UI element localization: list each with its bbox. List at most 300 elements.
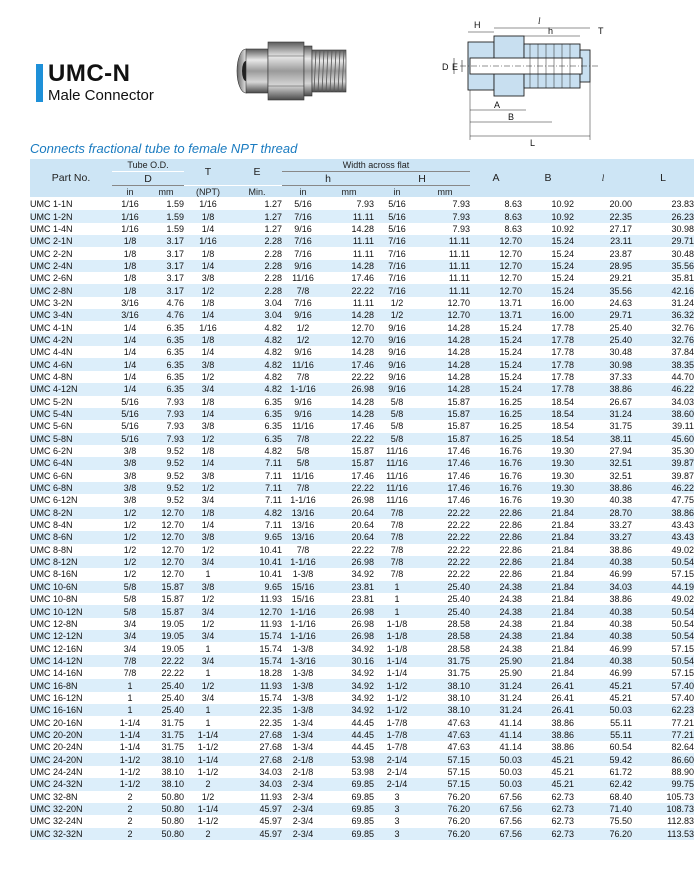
- cell-dim-l: 33.27: [609, 520, 633, 531]
- cell-dim-l: 55.11: [610, 717, 633, 728]
- cell-dim-l: 28.70: [574, 507, 632, 519]
- cell-dim-l: 25.40: [609, 322, 633, 333]
- cell-h-mm: 26.98: [351, 495, 374, 506]
- cell-tube-od-in: 1/4: [112, 358, 148, 370]
- cell-part-no: UMC 10-6N: [30, 581, 112, 593]
- cell-tube-od-in: 3/8: [123, 446, 137, 457]
- cell-dim-L: 39.87: [671, 470, 695, 481]
- cell-h-mm: 34.92: [324, 679, 374, 691]
- cell-thread-npt: 1/4: [184, 260, 232, 272]
- cell-hh-in: 1-7/8: [374, 729, 420, 741]
- cell-tube-od-mm: 9.52: [166, 446, 184, 457]
- cell-dim-b: 17.78: [551, 371, 575, 382]
- cell-part-no: UMC 5-2N: [30, 396, 73, 407]
- cell-dim-l: 38.86: [609, 594, 633, 605]
- cell-e-min: 6.35: [264, 396, 282, 407]
- cell-part-no: UMC 8-12N: [30, 556, 112, 568]
- table-row: [30, 655, 694, 667]
- cell-thread-npt: 1: [205, 717, 211, 728]
- cell-tube-od-in: 1-1/2: [119, 766, 141, 777]
- cell-e-min: 45.97: [232, 803, 282, 815]
- cell-dim-b: 62.73: [522, 803, 574, 815]
- cell-h-in: 13/16: [282, 507, 324, 519]
- cell-dim-l: 30.48: [609, 347, 633, 358]
- cell-dim-l: 29.21: [609, 273, 633, 284]
- table-row: [30, 371, 694, 383]
- cell-tube-od-mm: 25.40: [148, 679, 184, 691]
- cell-thread-npt: 1-1/4: [184, 729, 232, 741]
- cell-hh-in: 7/8: [374, 531, 420, 543]
- cell-tube-od-mm: 9.52: [166, 495, 184, 506]
- table-row: [30, 210, 694, 222]
- cell-dim-l: 23.11: [574, 235, 632, 247]
- cell-tube-od-mm: 7.93: [148, 408, 184, 420]
- cell-tube-od-in: 1: [112, 679, 148, 691]
- cell-tube-od-mm: 3.17: [148, 260, 184, 272]
- cell-dim-L: 46.22: [632, 383, 694, 395]
- cell-h-in: 1-1/16: [282, 383, 324, 395]
- cell-tube-od-in: 1/4: [123, 322, 137, 333]
- header-hh-in: in: [374, 186, 420, 198]
- cell-dim-a: 13.71: [470, 309, 522, 321]
- cell-hh-in: 1-1/4: [374, 655, 420, 667]
- product-subtitle: Male Connector: [48, 87, 154, 104]
- diagram-label-D: D: [442, 62, 449, 72]
- cell-thread-npt: 1/4: [201, 520, 215, 531]
- cell-dim-L: 34.03: [671, 396, 695, 407]
- cell-h-in: 2-3/4: [282, 828, 324, 840]
- cell-dim-l: 29.71: [574, 309, 632, 321]
- cell-tube-od-in: 5/8: [123, 594, 137, 605]
- cell-h-in: 2-3/4: [282, 778, 324, 790]
- cell-h-mm: 53.98: [324, 753, 374, 765]
- cell-hh-in: 7/16: [374, 235, 420, 247]
- header-d-mm: mm: [148, 186, 184, 198]
- cell-h-in: 9/16: [282, 408, 324, 420]
- cell-hh-mm: 76.20: [447, 816, 471, 827]
- cell-tube-od-mm: 50.80: [161, 816, 184, 827]
- cell-hh-in: 1-1/2: [374, 679, 420, 691]
- cell-h-in: 11/16: [292, 421, 314, 432]
- cell-e-min: 4.82: [264, 371, 282, 382]
- table-row: [30, 445, 694, 457]
- diagram-label-H: H: [474, 20, 481, 30]
- cell-hh-in: 11/16: [374, 457, 420, 469]
- cell-tube-od-mm: 25.40: [161, 692, 184, 703]
- cell-h-mm: 14.28: [324, 260, 374, 272]
- cell-h-in: 2-3/4: [292, 816, 314, 827]
- cell-tube-od-in: 3/16: [112, 309, 148, 321]
- cell-tube-od-in: 1/2: [112, 556, 148, 568]
- cell-dim-L: 105.73: [666, 791, 695, 802]
- cell-hh-in: 7/16: [374, 260, 420, 272]
- cell-part-no: UMC 24-32N: [30, 778, 112, 790]
- cell-dim-L: 50.54: [632, 605, 694, 617]
- cell-hh-mm: 28.58: [447, 643, 471, 654]
- cell-h-mm: 14.28: [351, 223, 374, 234]
- cell-tube-od-in: 5/8: [112, 581, 148, 593]
- cell-thread-npt: 1/4: [184, 408, 232, 420]
- cell-dim-L: 49.02: [671, 594, 695, 605]
- table-row: [30, 581, 694, 593]
- cell-h-mm: 11.11: [352, 297, 374, 308]
- cell-thread-npt: 1/8: [201, 248, 215, 259]
- cell-dim-b: 45.21: [551, 766, 575, 777]
- cell-e-min: 7.11: [232, 457, 282, 469]
- cell-dim-b: 17.78: [551, 347, 575, 358]
- cell-dim-a: 16.25: [499, 396, 523, 407]
- cell-dim-a: 25.90: [499, 668, 523, 679]
- cell-dim-l: 38.86: [609, 544, 633, 555]
- cell-hh-in: 7/16: [374, 284, 420, 296]
- cell-thread-npt: 3/8: [184, 531, 232, 543]
- cell-hh-in: 9/16: [388, 371, 406, 382]
- cell-part-no: UMC 10-8N: [30, 594, 78, 605]
- cell-e-min: 1.27: [264, 199, 282, 210]
- cell-h-in: 7/8: [296, 371, 310, 382]
- cell-hh-mm: 28.58: [420, 630, 470, 642]
- cell-dim-b: 38.86: [551, 742, 575, 753]
- cell-hh-mm: 14.28: [420, 383, 470, 395]
- cell-h-mm: 69.85: [324, 803, 374, 815]
- cell-dim-l: 32.51: [574, 457, 632, 469]
- cell-e-min: 2.28: [264, 248, 282, 259]
- cell-hh-mm: 7.93: [452, 199, 471, 210]
- cell-h-in: 9/16: [294, 396, 312, 407]
- cell-part-no: UMC 6-12N: [30, 495, 78, 506]
- table-row: [30, 803, 694, 815]
- cell-part-no: UMC 32-24N: [30, 816, 83, 827]
- diagram-label-T: T: [598, 26, 604, 36]
- cell-dim-b: 17.78: [522, 383, 574, 395]
- cell-dim-a: 22.86: [499, 520, 523, 531]
- header-h-in: in: [282, 186, 324, 198]
- cell-e-min: 4.82: [264, 446, 282, 457]
- cell-dim-a: 24.38: [499, 594, 523, 605]
- cell-tube-od-in: 1/2: [112, 531, 148, 543]
- cell-part-no: UMC 24-20N: [30, 753, 112, 765]
- cell-dim-a: 50.03: [499, 766, 523, 777]
- cell-h-mm: 44.45: [351, 742, 374, 753]
- cell-tube-od-mm: 7.93: [148, 433, 184, 445]
- cell-thread-npt: 1: [205, 569, 211, 580]
- cell-h-in: 2-3/4: [292, 791, 314, 802]
- cell-hh-mm: 17.46: [447, 495, 471, 506]
- table-row: [30, 741, 694, 753]
- cell-dim-a: 16.25: [470, 408, 522, 420]
- cell-tube-od-mm: 9.52: [148, 457, 184, 469]
- cell-tube-od-in: 3/4: [123, 618, 137, 629]
- cell-e-min: 12.70: [232, 605, 282, 617]
- cell-dim-l: 40.38: [574, 556, 632, 568]
- cell-dim-L: 36.32: [632, 309, 694, 321]
- cell-dim-L: 99.75: [632, 778, 694, 790]
- cell-dim-l: 62.42: [574, 778, 632, 790]
- cell-hh-in: 11/16: [374, 482, 420, 494]
- cell-thread-npt: 1: [205, 643, 211, 654]
- cell-hh-mm: 14.28: [447, 322, 471, 333]
- cell-h-in: 1-1/16: [282, 556, 324, 568]
- header-npt: (NPT): [184, 186, 232, 198]
- cell-tube-od-in: 2: [112, 828, 148, 840]
- cell-h-mm: 26.98: [324, 630, 374, 642]
- cell-dim-a: 67.56: [470, 803, 522, 815]
- title-accent-bar: [36, 64, 43, 102]
- cell-tube-od-in: 1/4: [123, 371, 137, 382]
- cell-dim-b: 21.84: [551, 569, 575, 580]
- cell-hh-mm: 57.15: [420, 778, 470, 790]
- cell-part-no: UMC 6-8N: [30, 482, 112, 494]
- table-row: [30, 272, 694, 284]
- cell-h-mm: 22.22: [324, 284, 374, 296]
- cell-dim-b: 45.21: [522, 753, 574, 765]
- cell-hh-mm: 11.11: [420, 284, 470, 296]
- cell-h-in: 7/16: [294, 248, 312, 259]
- cell-h-in: 1/2: [296, 322, 310, 333]
- table-row: [30, 433, 694, 445]
- cell-h-in: 7/8: [296, 544, 310, 555]
- cell-thread-npt: 1/16: [184, 235, 232, 247]
- cell-h-in: 13/16: [282, 531, 324, 543]
- cell-part-no: UMC 4-1N: [30, 322, 73, 333]
- cell-part-no: UMC 32-20N: [30, 803, 112, 815]
- cell-dim-l: 26.67: [609, 396, 633, 407]
- cell-hh-in: 1-1/2: [386, 692, 408, 703]
- cell-dim-b: 18.54: [522, 408, 574, 420]
- cell-dim-b: 62.73: [551, 816, 575, 827]
- cell-dim-l: 45.21: [609, 692, 633, 703]
- cell-dim-L: 45.60: [632, 433, 694, 445]
- product-title: UMC-N: [48, 60, 131, 87]
- table-row: [30, 618, 694, 630]
- cell-hh-in: 7/8: [390, 520, 404, 531]
- cell-hh-in: 3: [394, 816, 400, 827]
- cell-h-in: 1-3/16: [282, 655, 324, 667]
- cell-h-in: 1-3/8: [282, 704, 324, 716]
- cell-dim-L: 35.56: [632, 260, 694, 272]
- cell-hh-mm: 25.40: [447, 594, 471, 605]
- cell-hh-mm: 17.46: [420, 457, 470, 469]
- cell-thread-npt: 1/4: [184, 457, 232, 469]
- cell-thread-npt: 1/2: [201, 791, 215, 802]
- cell-dim-l: 37.33: [609, 371, 633, 382]
- cell-dim-b: 10.92: [551, 199, 575, 210]
- diagram-label-l: l: [538, 16, 541, 26]
- cell-dim-l: 38.11: [574, 433, 632, 445]
- cell-dim-b: 19.30: [551, 446, 575, 457]
- cell-hh-mm: 15.87: [447, 421, 471, 432]
- cell-h-in: 7/8: [282, 482, 324, 494]
- cell-dim-L: 50.54: [632, 556, 694, 568]
- table-row: [30, 815, 694, 827]
- cell-dim-L: 82.64: [671, 742, 695, 753]
- cell-e-min: 9.65: [232, 581, 282, 593]
- cell-dim-L: 57.40: [671, 692, 695, 703]
- table-row: [30, 346, 694, 358]
- cell-h-in: 11/16: [282, 358, 324, 370]
- cell-dim-a: 50.03: [470, 778, 522, 790]
- cell-dim-a: 24.38: [499, 618, 523, 629]
- cell-dim-l: 40.38: [609, 495, 633, 506]
- cell-h-mm: 15.87: [351, 446, 374, 457]
- cell-part-no: UMC 3-4N: [30, 309, 112, 321]
- cell-dim-a: 31.24: [470, 704, 522, 716]
- cell-thread-npt: 1/4: [201, 347, 215, 358]
- cell-tube-od-in: 1/4: [123, 347, 137, 358]
- cell-thread-npt: 3/4: [184, 655, 232, 667]
- cell-dim-a: 15.24: [470, 334, 522, 346]
- cell-dim-b: 15.24: [522, 235, 574, 247]
- cell-dim-l: 23.87: [609, 248, 633, 259]
- cell-dim-L: 35.30: [671, 446, 695, 457]
- cell-thread-npt: 2: [184, 778, 232, 790]
- cell-part-no: UMC 32-8N: [30, 791, 78, 802]
- cell-hh-in: 5/8: [374, 408, 420, 420]
- cell-h-mm: 22.22: [351, 544, 374, 555]
- cell-dim-L: 23.83: [671, 199, 695, 210]
- cell-part-no: UMC 2-1N: [30, 235, 112, 247]
- cell-hh-in: 1-7/8: [386, 717, 408, 728]
- cell-dim-l: 46.99: [609, 668, 633, 679]
- cell-hh-mm: 17.46: [447, 470, 471, 481]
- table-row: [30, 605, 694, 617]
- cell-part-no: UMC 6-6N: [30, 470, 73, 481]
- cell-dim-b: 19.30: [522, 457, 574, 469]
- cell-hh-mm: 22.22: [420, 556, 470, 568]
- cell-dim-l: 28.95: [574, 260, 632, 272]
- cell-dim-b: 21.84: [551, 594, 575, 605]
- cell-dim-b: 21.84: [522, 630, 574, 642]
- cell-hh-in: 9/16: [388, 347, 406, 358]
- cell-tube-od-in: 7/8: [112, 655, 148, 667]
- cell-h-mm: 34.92: [351, 643, 374, 654]
- cell-thread-npt: 1/2: [184, 284, 232, 296]
- cell-dim-b: 26.41: [522, 679, 574, 691]
- table-row: [30, 198, 694, 211]
- cell-h-mm: 22.22: [324, 433, 374, 445]
- cell-tube-od-mm: 6.35: [166, 322, 184, 333]
- cell-dim-b: 21.84: [522, 581, 574, 593]
- cell-tube-od-in: 1: [112, 704, 148, 716]
- cell-dim-a: 12.70: [470, 260, 522, 272]
- cell-dim-L: 49.02: [671, 544, 695, 555]
- cell-h-in: 1-3/8: [292, 569, 314, 580]
- cell-hh-mm: 17.46: [447, 446, 471, 457]
- cell-dim-L: 30.48: [671, 248, 695, 259]
- cell-hh-mm: 38.10: [447, 692, 471, 703]
- cell-dim-a: 24.38: [499, 643, 523, 654]
- cell-e-min: 11.93: [232, 679, 282, 691]
- cell-h-mm: 12.70: [351, 322, 374, 333]
- cell-dim-l: 24.63: [609, 297, 633, 308]
- cell-dim-b: 17.78: [551, 322, 575, 333]
- cell-e-min: 2.28: [232, 235, 282, 247]
- cell-e-min: 4.82: [232, 334, 282, 346]
- cell-tube-od-in: 1/8: [112, 260, 148, 272]
- cell-dim-b: 21.84: [551, 544, 575, 555]
- cell-dim-l: 46.99: [609, 569, 633, 580]
- table-row: [30, 766, 694, 778]
- cell-dim-L: 38.86: [632, 507, 694, 519]
- cell-dim-L: 43.43: [671, 520, 695, 531]
- header-min: Min.: [232, 186, 282, 198]
- table-row: [30, 519, 694, 531]
- cell-dim-a: 22.86: [499, 544, 523, 555]
- table-row: [30, 556, 694, 568]
- cell-thread-npt: 2: [184, 828, 232, 840]
- cell-h-mm: 30.16: [324, 655, 374, 667]
- cell-dim-l: 31.75: [609, 421, 633, 432]
- cell-dim-l: 61.72: [609, 766, 633, 777]
- cell-hh-mm: 47.63: [447, 717, 471, 728]
- cell-part-no: UMC 32-32N: [30, 828, 112, 840]
- cell-dim-l: 46.99: [609, 643, 633, 654]
- cell-hh-in: 7/8: [374, 507, 420, 519]
- table-row: [30, 716, 694, 728]
- cell-h-mm: 69.85: [324, 828, 374, 840]
- cell-e-min: 15.74: [259, 643, 282, 654]
- cell-tube-od-in: 1/2: [112, 507, 148, 519]
- table-row: [30, 494, 694, 506]
- cell-h-mm: 17.46: [351, 470, 374, 481]
- cell-dim-L: 86.60: [632, 753, 694, 765]
- cell-e-min: 7.11: [232, 482, 282, 494]
- cell-dim-a: 31.24: [499, 692, 523, 703]
- cell-part-no: UMC 3-2N: [30, 297, 73, 308]
- cell-dim-b: 21.84: [522, 605, 574, 617]
- cell-thread-npt: 3/4: [201, 692, 215, 703]
- cell-hh-mm: 38.10: [420, 679, 470, 691]
- cell-dim-a: 12.70: [470, 235, 522, 247]
- cell-h-in: 11/16: [292, 273, 314, 284]
- cell-dim-L: 26.23: [632, 210, 694, 222]
- cell-h-in: 9/16: [282, 260, 324, 272]
- cell-hh-in: 7/16: [388, 273, 406, 284]
- cell-dim-b: 45.21: [522, 778, 574, 790]
- cell-part-no: UMC 14-12N: [30, 655, 112, 667]
- cell-dim-b: 26.41: [522, 704, 574, 716]
- cell-dim-L: 57.40: [632, 679, 694, 691]
- cell-tube-od-mm: 31.75: [161, 717, 184, 728]
- cell-hh-in: 5/8: [390, 421, 404, 432]
- cell-h-mm: 17.46: [324, 358, 374, 370]
- header-H: H: [374, 172, 470, 186]
- cell-h-mm: 34.92: [351, 569, 374, 580]
- cell-dim-l: 38.86: [574, 482, 632, 494]
- table-row: [30, 321, 694, 333]
- cell-hh-mm: 22.22: [447, 569, 471, 580]
- cell-dim-a: 67.56: [470, 828, 522, 840]
- cell-h-mm: 26.98: [324, 556, 374, 568]
- cell-h-mm: 17.46: [351, 421, 374, 432]
- cell-h-in: 5/8: [282, 457, 324, 469]
- cell-dim-a: 50.03: [470, 753, 522, 765]
- cell-tube-od-in: 1/16: [121, 223, 139, 234]
- cell-dim-L: 37.84: [671, 347, 695, 358]
- cell-hh-mm: 14.28: [420, 358, 470, 370]
- table-row: [30, 457, 694, 469]
- cell-tube-od-mm: 22.22: [161, 668, 184, 679]
- cell-h-mm: 23.81: [324, 581, 374, 593]
- cell-hh-in: 3: [374, 803, 420, 815]
- cell-hh-in: 9/16: [374, 334, 420, 346]
- cell-tube-od-mm: 1.59: [166, 223, 184, 234]
- table-row: [30, 507, 694, 519]
- cell-h-in: 1-3/8: [292, 668, 314, 679]
- table-row: [30, 235, 694, 247]
- cell-dim-a: 67.56: [499, 816, 523, 827]
- cell-dim-a: 15.24: [470, 383, 522, 395]
